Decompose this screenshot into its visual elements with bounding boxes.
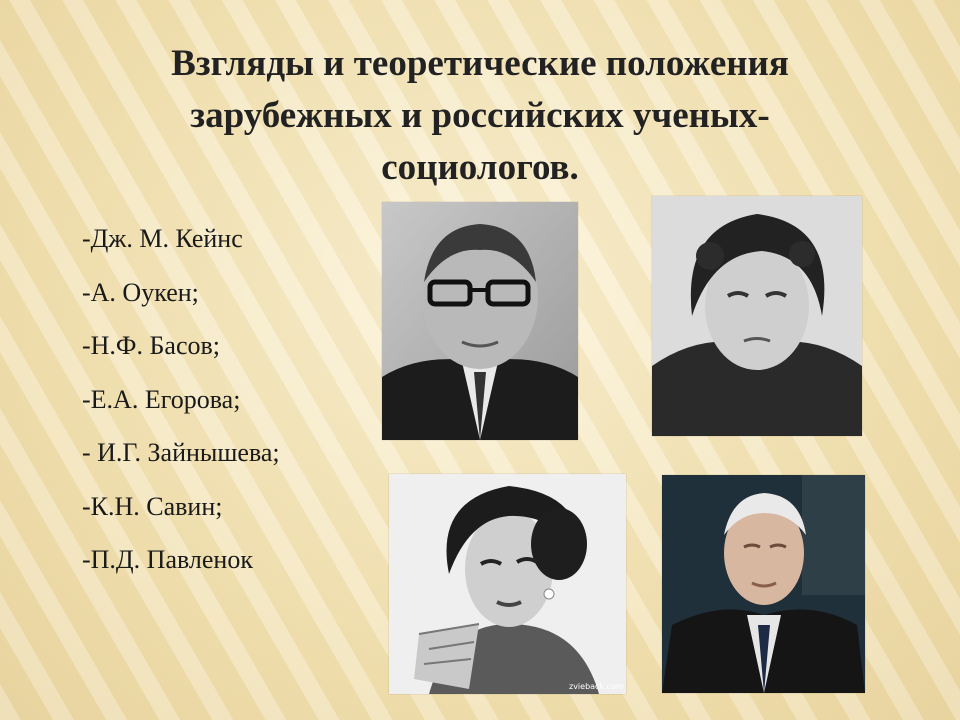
list-item: -К.Н. Савин; bbox=[82, 491, 223, 521]
portrait-image bbox=[652, 196, 862, 436]
title-line-3: социологов. bbox=[381, 147, 579, 188]
list-item: - И.Г. Зайнышева; bbox=[82, 438, 280, 467]
list-item: -Н.Ф. Басов; bbox=[82, 331, 220, 360]
portrait-image bbox=[389, 474, 626, 694]
list-item: -П.Д. Павленок bbox=[82, 545, 253, 574]
title-line-1: Взгляды и теоретические положения bbox=[171, 43, 789, 84]
portrait-image bbox=[382, 202, 578, 440]
photo-watermark: zvieback.com bbox=[569, 682, 624, 691]
portrait-image bbox=[662, 475, 865, 693]
portrait-woman-bow bbox=[389, 474, 626, 694]
portrait-man-glasses bbox=[382, 202, 578, 440]
scientist-list bbox=[82, 212, 280, 587]
slide-title bbox=[110, 38, 850, 194]
list-item: -Дж. М. Кейнс bbox=[82, 224, 243, 253]
list-item: -А. Оукен; bbox=[82, 277, 199, 307]
list-item: -Е.А. Егорова; bbox=[82, 384, 241, 414]
portrait-woman-curly bbox=[652, 196, 862, 436]
title-line-2: зарубежных и российских ученых- bbox=[190, 95, 770, 136]
portrait-older-man bbox=[662, 475, 865, 693]
